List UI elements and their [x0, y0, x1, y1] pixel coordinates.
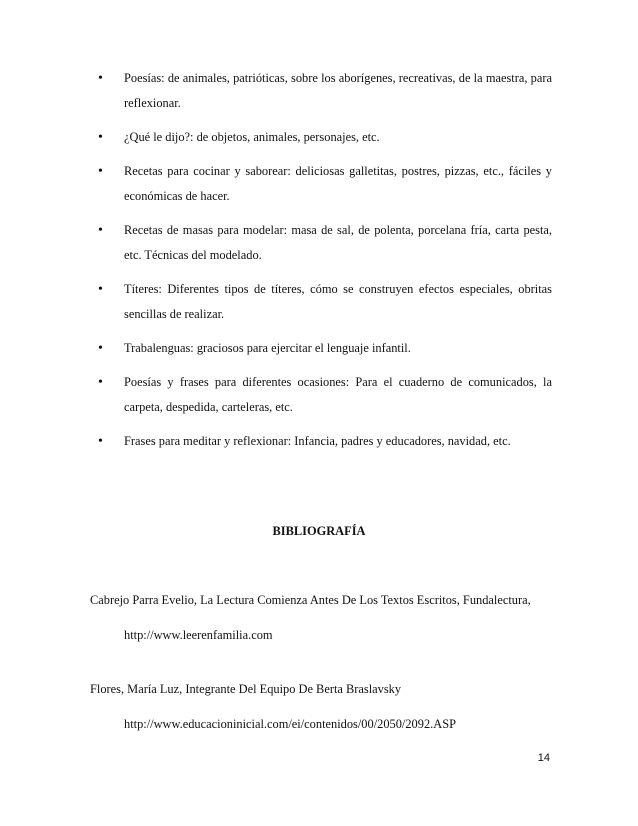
list-item-text: Frases para meditar y reflexionar: Infancia, padres y educadores, navidad, etc.: [124, 434, 511, 448]
bullet-icon: •: [98, 223, 103, 238]
citation-text: Flores, María Luz, Integrante Del Equipo De Berta Braslavsky: [90, 682, 402, 696]
bullet-icon: •: [98, 434, 103, 449]
list-item: [92, 277, 552, 327]
list-item-text: Poesías y frases para diferentes ocasiones: Para el cuaderno de comunicados, la carpeta, despedida, carteleras, etc.: [124, 375, 552, 414]
list-item-text: Poesías: de animales, patrióticas, sobre los aborígenes, recreativas, de la maestra, para reflexionar.: [124, 71, 552, 110]
list-item: [92, 336, 552, 361]
reference-link[interactable]: http://www.educacioninicial.com/ei/contenidos/00/2050/2092.ASP: [124, 717, 456, 731]
citation-text: Cabrejo Parra Evelio, La Lectura Comienza Antes De Los Textos Escritos, Fundalectura,: [90, 593, 531, 607]
list-item: [92, 370, 552, 420]
page-number: 14: [537, 752, 550, 764]
list-item-text: Recetas para cocinar y saborear: deliciosas galletitas, postres, pizzas, etc., fáciles y económicas de hacer.: [124, 164, 552, 203]
list-item: [92, 218, 552, 268]
bullet-icon: •: [98, 341, 103, 356]
bibliography-entry: [90, 679, 560, 734]
list-item-text: ¿Qué le dijo?: de objetos, animales, personajes, etc.: [124, 130, 380, 144]
list-item: [92, 429, 552, 454]
list-item-text: Trabalenguas: graciosos para ejercitar el lenguaje infantil.: [124, 341, 411, 355]
reference-link[interactable]: http://www.leerenfamilia.com: [124, 628, 273, 642]
list-item: [92, 125, 552, 150]
bibliography-heading: BIBLIOGRAFÍA: [272, 524, 366, 538]
content-bullet-list: [92, 66, 552, 463]
bullet-icon: •: [98, 164, 103, 179]
list-item-text: Títeres: Diferentes tipos de títeres, cómo se construyen efectos especiales, obritas sencillas de realizar.: [124, 282, 552, 321]
bibliography-entry: [90, 590, 560, 645]
bullet-icon: •: [98, 71, 103, 86]
bullet-icon: •: [98, 375, 103, 390]
bullet-icon: •: [98, 130, 103, 145]
list-item-text: Recetas de masas para modelar: masa de sal, de polenta, porcelana fría, carta pesta, etc. Técnicas del modelado.: [124, 223, 552, 262]
list-item: [92, 66, 552, 116]
bullet-icon: •: [98, 282, 103, 297]
list-item: [92, 159, 552, 209]
